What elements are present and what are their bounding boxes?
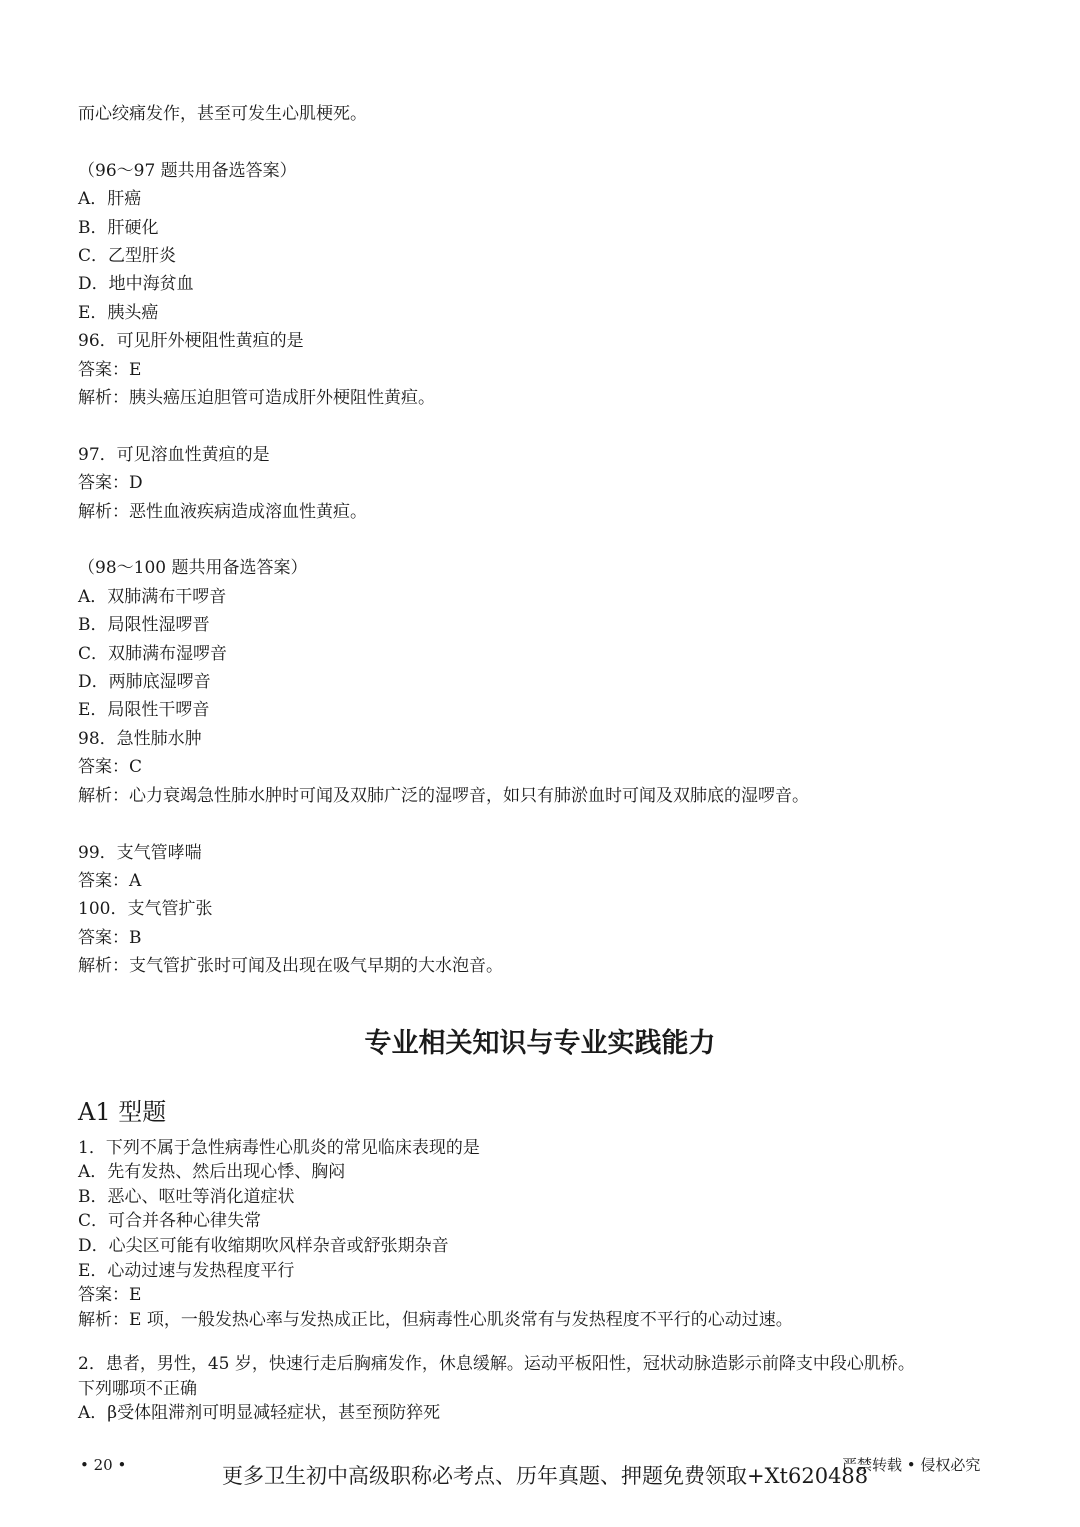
option-e: E．心动过速与发热程度平行 bbox=[78, 1260, 295, 1281]
section-title: 专业相关知识与专业实践能力 bbox=[364, 1027, 716, 1059]
copyright-notice: 严禁转载 • 侵权必究 bbox=[842, 1456, 981, 1474]
answer: 答案：A bbox=[78, 870, 142, 891]
question: 100．支气管扩张 bbox=[78, 899, 213, 920]
option-e: E．胰头癌 bbox=[78, 302, 159, 323]
option-b: B．局限性湿啰晋 bbox=[78, 615, 210, 636]
option-a: A．β受体阻滞剂可明显减轻症状，甚至预防猝死 bbox=[78, 1403, 441, 1424]
option-b: B．肝硬化 bbox=[78, 217, 159, 238]
option-d: D．地中海贫血 bbox=[78, 274, 194, 295]
answer: 答案：C bbox=[78, 757, 143, 778]
question: 2．患者，男性，45 岁，快速行走后胸痛发作，休息缓解。运动平板阳性，冠状动脉造影示前降支中段心肌桥。 bbox=[78, 1354, 915, 1375]
option-a: A．先有发热、然后出现心悸、胸闷 bbox=[78, 1162, 346, 1183]
answer: 答案：D bbox=[78, 473, 143, 494]
option-d: D．两肺底湿啰音 bbox=[78, 672, 211, 693]
option-c: C．可合并各种心律失常 bbox=[78, 1211, 262, 1232]
option-e: E．局限性干啰音 bbox=[78, 700, 210, 721]
question-group-header: （96～97 题共用备选答案） bbox=[78, 160, 297, 181]
question: 96．可见肝外梗阻性黄疸的是 bbox=[78, 331, 304, 352]
answer: 答案：E bbox=[78, 359, 142, 380]
answer: 答案：B bbox=[78, 927, 142, 948]
promo-text: 更多卫生初中高级职称必考点、历年真题、押题免费领取+Xt620488 bbox=[222, 1464, 869, 1488]
option-c: C．乙型肝炎 bbox=[78, 246, 177, 267]
option-d: D．心尖区可能有收缩期吹风样杂音或舒张期杂音 bbox=[78, 1235, 449, 1256]
answer: 答案：E bbox=[78, 1285, 142, 1306]
text-line: 而心绞痛发作，甚至可发生心肌梗死。 bbox=[78, 104, 367, 124]
explanation: 解析：恶性血液疾病造成溶血性黄疸。 bbox=[78, 501, 367, 522]
explanation: 解析：支气管扩张时可闻及出现在吸气早期的大水泡音。 bbox=[78, 956, 503, 977]
question-group-header: （98～100 题共用备选答案） bbox=[78, 558, 308, 579]
question-continuation: 下列哪项不正确 bbox=[78, 1378, 197, 1399]
question: 1．下列不属于急性病毒性心肌炎的常见临床表现的是 bbox=[78, 1137, 480, 1158]
question: 97．可见溶血性黄疸的是 bbox=[78, 444, 270, 465]
question: 99．支气管哮喘 bbox=[78, 842, 202, 863]
explanation: 解析：E 项，一般发热心率与发热成正比，但病毒性心肌炎常有与发热程度不平行的心动过速。 bbox=[78, 1309, 793, 1330]
page-number: • 20 • bbox=[80, 1456, 127, 1474]
option-a: A．双肺满布干啰音 bbox=[78, 586, 227, 607]
explanation: 解析：心力衰竭急性肺水肿时可闻及双肺广泛的湿啰音，如只有肺淤血时可闻及双肺底的湿啰音。 bbox=[78, 785, 809, 806]
question: 98．急性肺水肿 bbox=[78, 728, 202, 749]
page-content bbox=[78, 100, 1018, 1426]
option-a: A．肝癌 bbox=[78, 189, 142, 210]
option-b: B．恶心、呕吐等消化道症状 bbox=[78, 1186, 295, 1207]
explanation: 解析：胰头癌压迫胆管可造成肝外梗阻性黄疸。 bbox=[78, 388, 435, 409]
option-c: C．双肺满布湿啰音 bbox=[78, 643, 228, 664]
subsection-title: A1 型题 bbox=[78, 1097, 167, 1126]
